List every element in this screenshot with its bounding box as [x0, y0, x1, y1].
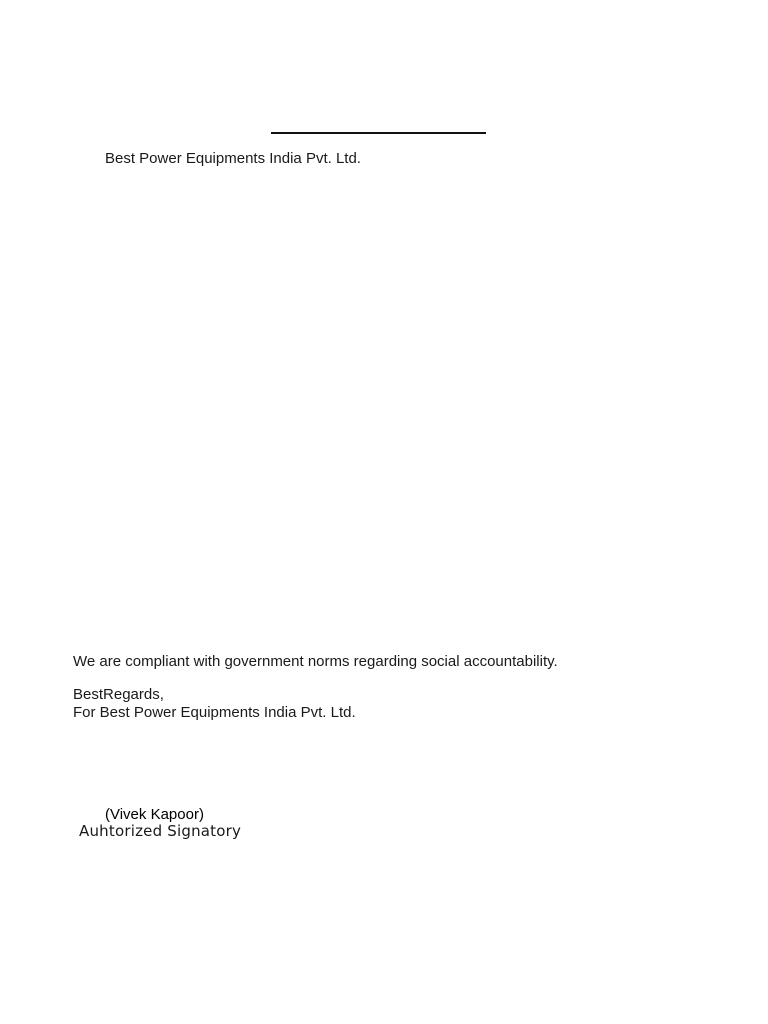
compliance-statement: We are compliant with government norms regarding social accountability.	[73, 653, 558, 670]
closing-company: For Best Power Equipments India Pvt. Ltd.	[73, 704, 356, 721]
signatory-name: (Vivek Kapoor)	[105, 806, 204, 823]
company-name: Best Power Equipments India Pvt. Ltd.	[105, 150, 361, 167]
closing-salutation: BestRegards,	[73, 686, 164, 703]
signatory-title: Auhtorized Signatory	[79, 822, 242, 840]
header-rule	[271, 132, 486, 134]
